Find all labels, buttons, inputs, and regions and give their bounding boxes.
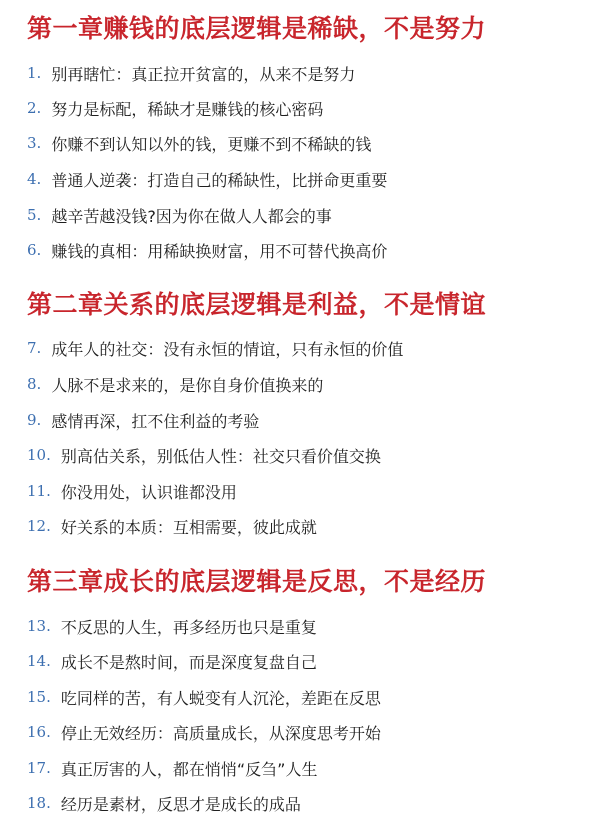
list-item (27, 614, 317, 638)
list-item (27, 167, 387, 191)
list-item (27, 372, 323, 396)
list-item (27, 720, 381, 744)
list-item (27, 96, 323, 120)
list-item (27, 791, 301, 815)
item-text: 感情再深，扛不住利益的考验 (51, 411, 260, 431)
item-number: 2. (27, 99, 42, 117)
item-text: 你赚不到认知以外的钱，更赚不到不稀缺的钱 (51, 134, 372, 154)
list-item (27, 238, 387, 262)
list-item (27, 514, 317, 538)
item-text: 别高估关系，别低估人性：社交只看价值交换 (60, 446, 381, 466)
item-text: 吃同样的苦，有人蜕变有人沉沦，差距在反思 (60, 688, 381, 708)
item-number: 17. (27, 759, 51, 777)
list-item (27, 649, 317, 673)
item-number: 8. (27, 375, 42, 393)
chapter-title: 第二章关系的底层逻辑是利益，不是情谊 (27, 290, 487, 319)
item-text: 你没用处，认识谁都没用 (60, 482, 237, 502)
item-text: 好关系的本质：互相需要，彼此成就 (60, 517, 317, 537)
list-item (27, 756, 317, 780)
item-number: 14. (27, 652, 51, 670)
list-item (27, 61, 355, 85)
list-item (27, 443, 381, 467)
item-number: 18. (27, 794, 51, 812)
item-text: 成长不是熬时间，而是深度复盘自己 (60, 652, 317, 672)
item-text: 成年人的社交：没有永恒的情谊，只有永恒的价值 (51, 339, 404, 359)
list-item (27, 131, 371, 155)
item-text: 别再瞎忙：真正拉开贫富的，从来不是努力 (51, 64, 356, 84)
list-item (27, 408, 259, 432)
item-text: 普通人逆袭：打造自己的稀缺性，比拼命更重要 (51, 170, 388, 190)
list-item (27, 203, 332, 227)
item-number: 16. (27, 723, 51, 741)
item-number: 5. (27, 206, 42, 224)
item-number: 9. (27, 411, 42, 429)
item-number: 1. (27, 64, 42, 82)
item-text: 经历是素材，反思才是成长的成品 (60, 794, 301, 814)
item-text: 越辛苦越没钱?因为你在做人人都会的事 (51, 206, 332, 226)
list-item (27, 479, 237, 503)
item-text: 人脉不是求来的，是你自身价值换来的 (51, 375, 324, 395)
item-text: 赚钱的真相：用稀缺换财富，用不可替代换高价 (51, 241, 388, 261)
item-number: 7. (27, 339, 42, 357)
item-number: 13. (27, 617, 51, 635)
item-number: 12. (27, 517, 51, 535)
item-number: 15. (27, 688, 51, 706)
item-text: 努力是标配，稀缺才是赚钱的核心密码 (51, 99, 324, 119)
item-number: 10. (27, 446, 51, 464)
list-item (27, 336, 403, 360)
item-number: 6. (27, 241, 42, 259)
item-text: 不反思的人生，再多经历也只是重复 (60, 617, 317, 637)
item-text: 真正厉害的人，都在悄悄“反刍”人生 (60, 759, 318, 779)
item-text: 停止无效经历：高质量成长，从深度思考开始 (60, 723, 381, 743)
item-number: 3. (27, 134, 42, 152)
item-number: 11. (27, 482, 51, 500)
chapter-title: 第一章赚钱的底层逻辑是稀缺，不是努力 (27, 14, 487, 43)
item-number: 4. (27, 170, 42, 188)
list-item (27, 685, 381, 709)
chapter-title: 第三章成长的底层逻辑是反思，不是经历 (27, 567, 487, 596)
